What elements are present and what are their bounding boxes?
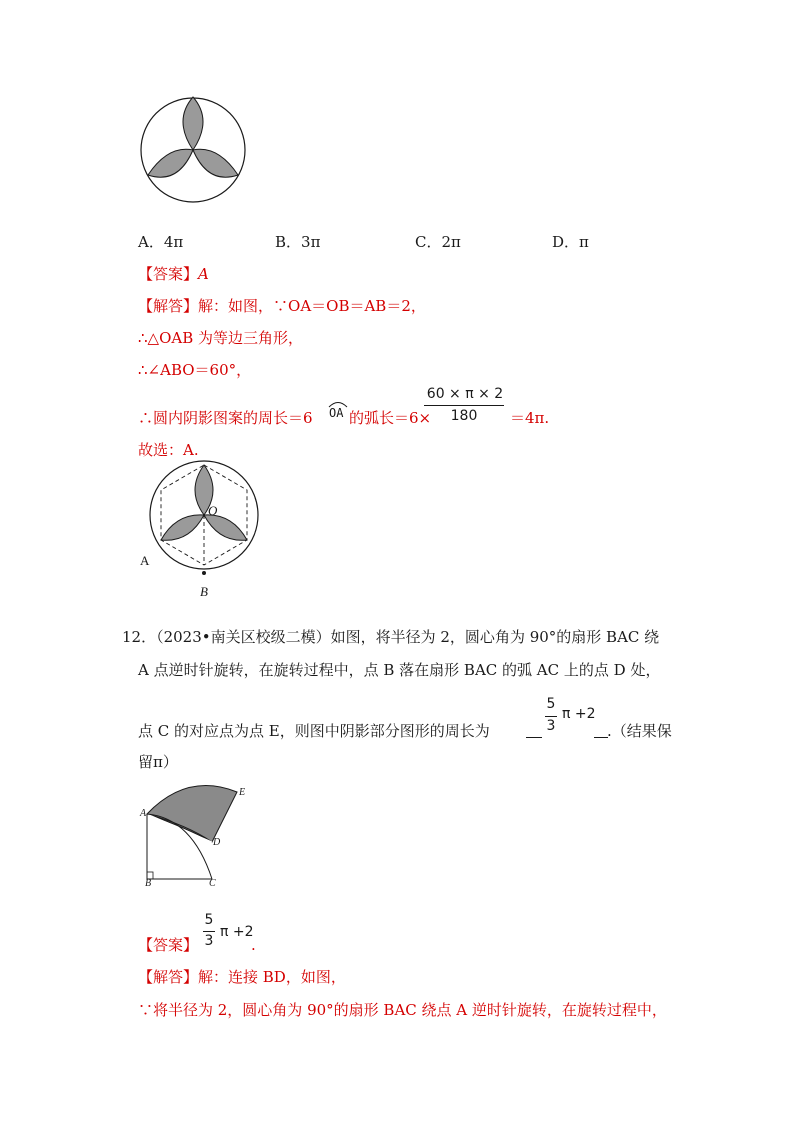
option-b bbox=[275, 232, 320, 252]
q12-solution-label: 【解答】 bbox=[138, 968, 199, 986]
blank-frac-num: 5 bbox=[546, 696, 556, 712]
fig3-label-c: C bbox=[209, 878, 216, 889]
solution-text: 解：如图，∵OA＝OB＝AB＝2， bbox=[198, 297, 426, 315]
q12-line2: A 点逆时针旋转，在旋转过程中，点 B 落在扇形 BAC 的弧 AC 上的点 D 处， bbox=[138, 661, 661, 679]
option-d-value: π bbox=[579, 233, 589, 251]
blank-pi-part: π +2 bbox=[562, 706, 596, 722]
option-c-value: 2π bbox=[441, 233, 461, 251]
q11-solution-line1 bbox=[138, 296, 426, 316]
fig2-label-a: A bbox=[140, 553, 150, 568]
arc-oa-label: OA bbox=[329, 406, 344, 420]
answer-pi-part: π +2 bbox=[220, 924, 254, 940]
q12-line4: 留π） bbox=[138, 753, 178, 771]
q12-line1 bbox=[122, 627, 659, 647]
fraction-denominator: 180 bbox=[450, 408, 478, 424]
fig3-label-d: D bbox=[213, 837, 221, 848]
blank-underline-left bbox=[526, 737, 542, 738]
fig3-label-e: E bbox=[239, 787, 246, 798]
q11-solution-line5: 故选：A. bbox=[138, 441, 199, 459]
answer-period: . bbox=[251, 936, 256, 954]
fig3-label-b: B bbox=[145, 878, 152, 889]
option-a-letter: A． bbox=[138, 233, 164, 251]
trefoil-figure bbox=[138, 95, 248, 205]
fraction-bar bbox=[424, 405, 504, 406]
blank-frac-bar bbox=[545, 716, 557, 717]
q11-solution-line2: ∴△OAB 为等边三角形， bbox=[138, 329, 304, 347]
q11-solution-line4c: ＝4π. bbox=[510, 409, 550, 427]
option-b-letter: B． bbox=[275, 233, 302, 251]
answer-frac-bar bbox=[203, 931, 215, 932]
option-c bbox=[415, 232, 461, 252]
fig3-label-a: A bbox=[140, 808, 147, 819]
arc-oa bbox=[327, 400, 349, 428]
q12-solution-text: 解：连接 BD，如图， bbox=[198, 968, 346, 986]
fig2-label-o: O bbox=[208, 503, 218, 518]
q11-solution-line3: ∴∠ABO＝60°， bbox=[138, 361, 252, 379]
option-d-letter: D． bbox=[552, 233, 580, 251]
q11-solution-line4a: ∴圆内阴影图案的周长＝6 bbox=[138, 409, 313, 427]
option-a bbox=[138, 232, 183, 252]
q11-solution-line4b: 的弧长＝6× bbox=[349, 409, 432, 427]
option-b-value: 3π bbox=[301, 233, 321, 251]
fraction-numerator: 60 × π × 2 bbox=[426, 386, 504, 402]
question-number: 12． bbox=[122, 628, 157, 646]
q11-answer bbox=[138, 264, 209, 284]
trefoil-hexagon-figure bbox=[144, 458, 264, 578]
q12-answer-label: 【答案】 bbox=[138, 936, 199, 954]
option-a-value: 4π bbox=[163, 233, 184, 251]
option-d bbox=[552, 232, 589, 252]
blank-frac-den: 3 bbox=[546, 718, 556, 734]
q12-solution-line1 bbox=[138, 967, 346, 987]
answer-frac-den: 3 bbox=[204, 933, 214, 949]
q12-line3a: 点 C 的对应点为点 E，则图中阴影部分图形的周长为 bbox=[138, 722, 490, 740]
q12-solution-line2: ∵将半径为 2，圆心角为 90°的扇形 BAC 绕点 A 逆时针旋转，在旋转过程中， bbox=[138, 1001, 667, 1019]
question-source: （2023•南关区校级二模） bbox=[156, 628, 331, 646]
option-c-letter: C． bbox=[415, 233, 442, 251]
blank-underline-right bbox=[594, 737, 608, 738]
solution-label: 【解答】 bbox=[138, 297, 199, 315]
q12-line3b: .（结果保 bbox=[607, 722, 672, 740]
answer-value: A bbox=[198, 265, 209, 283]
fig2-label-b: B bbox=[200, 584, 208, 599]
answer-label: 【答案】 bbox=[138, 265, 199, 283]
question-text: 如图，将半径为 2，圆心角为 90°的扇形 BAC 绕 bbox=[330, 628, 660, 646]
answer-frac-num: 5 bbox=[204, 912, 214, 928]
